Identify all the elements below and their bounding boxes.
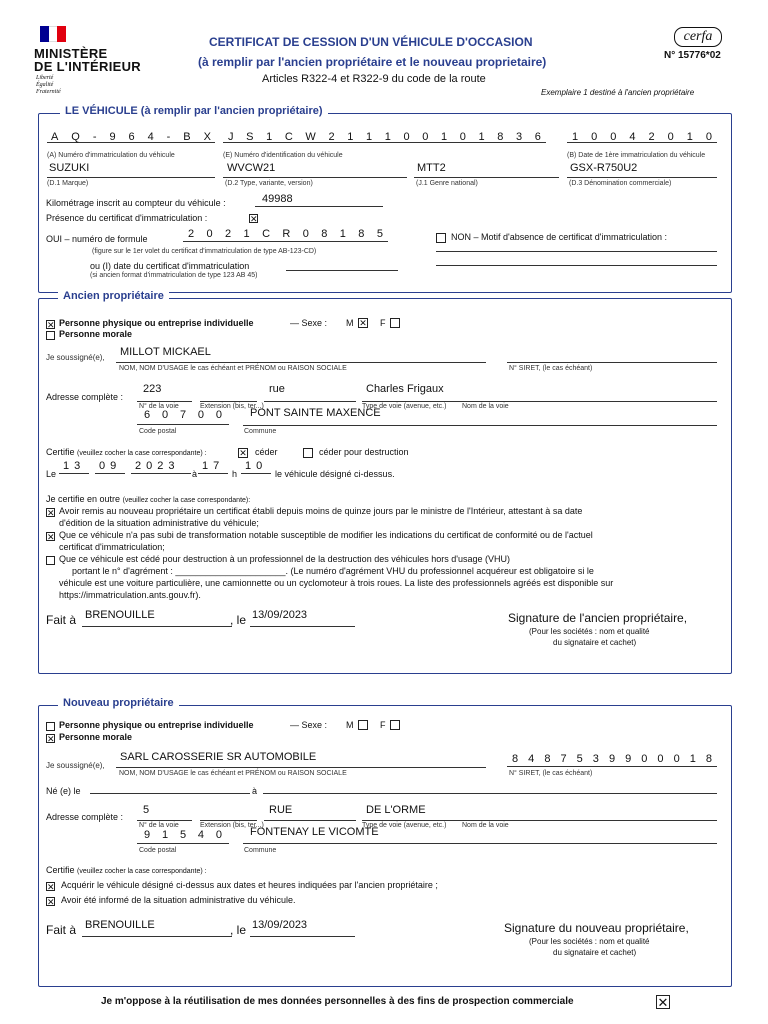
- old-fait-place: BRENOUILLE: [85, 609, 155, 621]
- mileage-label: Kilométrage inscrit au compteur du véhicule :: [46, 198, 226, 208]
- flag-icon: [40, 26, 66, 42]
- old-certify-1-text2: d'édition de la situation administrative du véhicule;: [59, 518, 259, 528]
- vin-char: S: [246, 131, 254, 143]
- formula-note: (figure sur le 1er volet du certificat d'immatriculation de type AB-123-CD): [92, 248, 317, 255]
- new-m-label: M: [346, 720, 354, 730]
- siret-char: 0: [641, 753, 648, 765]
- new-certify-word: Certifie: [46, 865, 75, 875]
- old-certify-3-checkbox[interactable]: [46, 556, 55, 565]
- brand-label: (D.1 Marque): [47, 180, 89, 187]
- day-char: 1: [63, 460, 75, 472]
- old-physical-checkbox[interactable]: ✕: [47, 320, 55, 330]
- old-street-number-label: N° de la voie: [139, 403, 179, 410]
- vin-char: 1: [266, 131, 273, 143]
- vin-char: 1: [478, 131, 485, 143]
- new-postal-code: [137, 829, 229, 841]
- old-signature-title: Signature de l'ancien propriétaire,: [508, 611, 688, 625]
- vin-char: J: [228, 131, 234, 143]
- siret-char: 5: [576, 753, 583, 765]
- vin-char: C: [284, 131, 293, 143]
- siret-char: 1: [689, 753, 696, 765]
- date-char: 0: [610, 131, 617, 143]
- plate-char: 9: [109, 131, 116, 143]
- vin-char: 0: [422, 131, 429, 143]
- new-physical-checkbox[interactable]: [46, 722, 55, 731]
- new-le2-label: , le: [230, 923, 247, 937]
- ministry-name-line1: MINISTÈRE: [34, 46, 108, 61]
- date-char: 0: [667, 131, 674, 143]
- day-char: 3: [74, 460, 86, 472]
- motto-2: Égalité: [36, 82, 54, 88]
- formula-char: 5: [376, 228, 383, 240]
- old-signature-note2: du signataire et cachet): [553, 638, 637, 647]
- vin-char: 1: [440, 131, 448, 143]
- siret-char: 0: [673, 753, 680, 765]
- new-street-name: DE L'ORME: [366, 804, 426, 816]
- year-char: 3: [168, 460, 180, 472]
- postal-char: 4: [197, 829, 205, 841]
- postal-char: 9: [144, 829, 151, 841]
- old-fait-label: Fait à: [46, 613, 77, 627]
- new-extension-field[interactable]: [200, 806, 257, 821]
- old-destruction-checkbox[interactable]: [303, 448, 313, 458]
- old-certify-3-link[interactable]: https://immatriculation.ants.gouv.fr).: [59, 590, 201, 600]
- new-certify-2-text: Avoir été informé de la situation administrative du véhicule.: [61, 895, 296, 905]
- type-label: (D.2 Type, variante, version): [225, 180, 313, 187]
- old-street-name: Charles Frigaux: [366, 383, 444, 395]
- motto-3: Fraternité: [36, 89, 61, 95]
- new-undersigned-label: Je soussigné(e),: [46, 761, 105, 770]
- hour-char: 7: [213, 460, 225, 472]
- new-certify-note: (veuillez cocher la case correspondante) :: [77, 868, 207, 875]
- postal-char: 7: [179, 409, 187, 421]
- form-articles: Articles R322-4 et R322-9 du code de la route: [262, 73, 486, 85]
- old-certify-2-text: Que ce véhicule n'a pas subi de transformation notable susceptible de modifier les indications du certificat de conformité ou de l'actuel: [59, 530, 593, 540]
- mileage-value: 49988: [262, 193, 293, 205]
- new-city-label: Commune: [244, 847, 277, 854]
- new-moral-checkbox[interactable]: ✕: [47, 734, 55, 744]
- first-reg-date: [567, 131, 717, 143]
- postal-char: 1: [161, 829, 169, 841]
- old-further-label: [46, 494, 250, 504]
- motto-1: Liberté: [36, 75, 54, 81]
- new-moral-label: Personne morale: [59, 732, 133, 742]
- postal-char: 5: [179, 829, 187, 841]
- new-sex-label: — Sexe :: [290, 720, 328, 730]
- date-char: 0: [591, 131, 598, 143]
- new-signature-note1: (Pour les sociétés : nom et qualité: [529, 937, 650, 946]
- formula-char: 2: [225, 228, 232, 240]
- old-name-value: MILLOT MICKAEL: [120, 346, 211, 358]
- new-name-value: SARL CAROSSERIE SR AUTOMOBILE: [120, 751, 317, 763]
- commercial-value: GSX-R750U2: [570, 162, 638, 174]
- date-cert-label: ou (I) date du certificat d'immatriculation: [90, 261, 250, 271]
- formula-char: 1: [339, 228, 346, 240]
- new-m-checkbox[interactable]: [358, 720, 368, 730]
- year-char: 0: [146, 460, 158, 472]
- new-born-label: Né (e) le: [46, 786, 81, 796]
- old-postal-code: [137, 409, 229, 421]
- formula-char: 0: [302, 228, 309, 240]
- genre-label: (J.1 Genre national): [416, 180, 478, 187]
- new-certify-1-text: Acquérir le véhicule désigné ci-dessus aux dates et heures indiquées par l'ancien propriétaire ;: [61, 880, 438, 890]
- plate-char: X: [203, 131, 211, 143]
- old-street-number: 223: [143, 383, 162, 395]
- plate-char: -: [166, 131, 171, 143]
- vin-char: 0: [403, 131, 410, 143]
- formula-char: 8: [321, 228, 328, 240]
- form-title: CERTIFICAT DE CESSION D'UN VÉHICULE D'OCCASION: [209, 35, 533, 49]
- old-m-checkbox[interactable]: ✕: [359, 318, 367, 328]
- vin-chars: [223, 131, 546, 143]
- new-address-label: Adresse complète :: [46, 812, 124, 822]
- non-label: NON – Motif d'absence de certificat d'immatriculation :: [451, 232, 668, 242]
- new-certify-2-checkbox[interactable]: ✕: [47, 897, 55, 907]
- presence-checkbox[interactable]: ✕: [250, 214, 258, 224]
- new-born-a-label: à: [252, 786, 258, 796]
- old-certify-1-checkbox[interactable]: ✕: [47, 508, 55, 518]
- minute-char: 0: [256, 460, 268, 472]
- vin-char: 1: [365, 131, 373, 143]
- old-name-label: NOM, NOM D'USAGE le cas échéant et PRÉNOM ou RAISON SOCIALE: [119, 365, 347, 372]
- new-owner-title: Nouveau propriétaire: [58, 697, 179, 709]
- old-certify-note: (veuillez cocher la case correspondante) :: [77, 450, 207, 457]
- old-day: [63, 460, 85, 472]
- non-reason-line-1[interactable]: [436, 239, 717, 252]
- new-signature-note2: du signataire et cachet): [553, 948, 637, 957]
- plate-chars: [47, 131, 215, 143]
- postal-char: 6: [144, 409, 151, 421]
- old-f-checkbox[interactable]: [390, 318, 400, 328]
- old-h-label: h: [232, 469, 238, 479]
- date-cert-note: (si ancien format d'immatriculation de type 123 AB 45): [90, 272, 258, 279]
- old-city: PONT SAINTE MAXENCE: [250, 407, 381, 419]
- old-a-label: à: [192, 469, 198, 479]
- siret-char: 8: [705, 753, 712, 765]
- hour-char: 1: [202, 460, 214, 472]
- new-f-checkbox[interactable]: [390, 720, 400, 730]
- year-char: 2: [135, 460, 147, 472]
- old-certify-2-text2: certificat d'immatriculation;: [59, 542, 165, 552]
- new-certify-1-checkbox[interactable]: ✕: [47, 882, 55, 892]
- old-address-label: Adresse complète :: [46, 392, 124, 402]
- new-postal-label: Code postal: [139, 847, 177, 854]
- oui-label: OUI – numéro de formule: [46, 234, 148, 244]
- plate-char: A: [51, 131, 59, 143]
- old-certify-label: [46, 447, 207, 457]
- old-further-word: Je certifie en outre: [46, 494, 121, 504]
- vin-char: W: [305, 131, 316, 143]
- new-born-date-field[interactable]: [90, 782, 250, 794]
- new-street-number-label: N° de la voie: [139, 822, 179, 829]
- year-char: 2: [157, 460, 169, 472]
- cerfa-logo: cerfa: [674, 27, 722, 47]
- vin-char: 0: [459, 131, 466, 143]
- date-char: 1: [572, 131, 579, 143]
- old-street-name-label: Nom de la voie: [462, 403, 509, 410]
- old-ceder-label: céder: [255, 447, 278, 457]
- old-physical-label: Personne physique ou entreprise individuelle: [59, 318, 254, 328]
- new-fait-date: 13/09/2023: [252, 919, 308, 931]
- old-siret-label: N° SIRET, (le cas échéant): [509, 365, 593, 372]
- date-char: 4: [629, 131, 636, 143]
- old-le2-label: , le: [230, 613, 247, 627]
- vin-char: 1: [347, 131, 354, 143]
- siret-char: 8: [544, 753, 551, 765]
- old-fait-date: 13/09/2023: [252, 609, 308, 621]
- old-street-type-label: Type de voie (avenue, etc.): [362, 403, 447, 410]
- oppose-text: Je m'oppose à la réutilisation de mes données personnelles à des fins de prospection commerciale: [101, 996, 574, 1007]
- siret-char: 7: [560, 753, 567, 765]
- old-le-label: Le: [46, 469, 57, 479]
- new-signature-title: Signature du nouveau propriétaire,: [504, 921, 689, 935]
- minute-char: 1: [245, 460, 257, 472]
- old-sex-label: — Sexe :: [290, 318, 328, 328]
- new-street-type-label: Type de voie (avenue, etc.): [362, 822, 447, 829]
- old-signature-note1: (Pour les sociétés : nom et qualité: [529, 627, 650, 636]
- plate-char: 4: [147, 131, 154, 143]
- new-fait-place: BRENOUILLE: [85, 919, 155, 931]
- old-ceder-checkbox[interactable]: ✕: [239, 448, 247, 458]
- new-extension-label: Extension (bis, ter...): [200, 822, 264, 829]
- old-minute: [245, 460, 267, 472]
- new-fait-label: Fait à: [46, 923, 77, 937]
- vin-label: (E) Numéro d'identification du véhicule: [223, 152, 343, 159]
- postal-char: 0: [215, 409, 222, 421]
- first-reg-label: (B) Date de 1ère immatriculation du véhicule: [567, 152, 706, 159]
- presence-label: Présence du certificat d'immatriculation :: [46, 213, 208, 223]
- new-city: FONTENAY LE VICOMTE: [250, 826, 379, 838]
- old-siret-field[interactable]: [507, 354, 717, 363]
- old-extension-field[interactable]: [200, 387, 257, 402]
- new-street-type: RUE: [269, 804, 293, 816]
- commercial-label: (D.3 Dénomination commerciale): [569, 180, 672, 187]
- vin-char: 8: [497, 131, 504, 143]
- old-certify-2-checkbox[interactable]: ✕: [47, 532, 55, 542]
- old-month: [99, 460, 121, 472]
- vin-char: 2: [328, 131, 335, 143]
- formula-chars: [183, 228, 388, 240]
- old-destruction-label: céder pour destruction: [319, 447, 409, 457]
- vin-char: 1: [384, 131, 391, 143]
- old-street-type: rue: [269, 383, 285, 395]
- siret-char: 3: [592, 753, 599, 765]
- old-extension-label: Extension (bis, ter...): [200, 403, 264, 410]
- old-certify-3-text3: véhicule est une voiture particulière, une camionnette ou un cyclomoteur à trois roues. La liste des professionnels agréés est disponible sur: [59, 578, 614, 588]
- old-postal-label: Code postal: [139, 428, 177, 435]
- new-f-label: F: [380, 720, 386, 730]
- old-certify-1-text: Avoir remis au nouveau propriétaire un certificat établi depuis moins de quinze jours par le ministre de l'Intérieur, attestant à sa date: [59, 506, 583, 516]
- siret-char: 0: [657, 753, 664, 765]
- old-undersigned-label: Je soussigné(e),: [46, 353, 105, 362]
- new-street-name-label: Nom de la voie: [462, 822, 509, 829]
- siret-char: 8: [512, 753, 519, 765]
- brand-value: SUZUKI: [49, 162, 90, 174]
- month-char: 0: [99, 460, 111, 472]
- ministry-name-line2: DE L'INTÉRIEUR: [34, 59, 141, 74]
- plate-label: (A) Numéro d'immatriculation du véhicule: [47, 152, 175, 159]
- date-char: 2: [648, 131, 655, 143]
- plate-char: 6: [128, 131, 135, 143]
- plate-char: Q: [71, 131, 80, 143]
- old-further-note: (veuillez cocher la case correspondante):: [122, 497, 251, 504]
- old-owner-title: Ancien propriétaire: [58, 290, 169, 302]
- new-name-label: NOM, NOM D'USAGE le cas échéant et PRÉNOM ou RAISON SOCIALE: [119, 770, 347, 777]
- date-char: 0: [705, 131, 712, 143]
- type-value: WVCW21: [227, 162, 276, 174]
- copy-note: Exemplaire 1 destiné à l'ancien propriétaire: [541, 88, 695, 97]
- old-moral-label: Personne morale: [59, 329, 133, 339]
- old-certify-3-text2: portant le n° d'agrément : ______________________. (Le numéro d'agrément VHU du professionnel acquéreur est obligatoire si le: [72, 566, 594, 576]
- vin-char: 6: [534, 131, 541, 143]
- old-designated-label: le véhicule désigné ci-dessus.: [275, 469, 395, 479]
- siret-char: 9: [608, 753, 616, 765]
- siret-char: 4: [528, 753, 535, 765]
- old-city-label: Commune: [244, 428, 277, 435]
- old-certify-word: Certifie: [46, 447, 75, 457]
- plate-char: -: [92, 131, 97, 143]
- new-certify-label: [46, 865, 207, 875]
- postal-char: 0: [215, 829, 222, 841]
- non-reason-line-2[interactable]: [436, 253, 717, 266]
- formula-char: 2: [188, 228, 195, 240]
- old-year: [135, 460, 180, 472]
- postal-char: 0: [197, 409, 205, 421]
- new-siret: [507, 753, 717, 765]
- plate-char: B: [183, 131, 191, 143]
- vin-char: 3: [515, 131, 523, 143]
- old-hour: [202, 460, 224, 472]
- postal-char: 0: [161, 409, 169, 421]
- month-char: 9: [110, 460, 122, 472]
- date-cert-field[interactable]: [286, 258, 398, 271]
- formula-char: C: [262, 228, 271, 240]
- vehicle-section-title: LE VÉHICULE (à remplir par l'ancien propriétaire): [60, 105, 328, 117]
- new-street-number: 5: [143, 804, 150, 816]
- old-f-label: F: [380, 318, 386, 328]
- form-subtitle: (à remplir par l'ancien propriétaire et le nouveau proprietaire): [198, 55, 547, 69]
- genre-value: MTT2: [417, 162, 446, 174]
- oppose-checkbox[interactable]: ✕: [657, 995, 669, 1010]
- old-certify-3-text: Que ce véhicule est cédé pour destruction à un professionnel de la destruction des véhicules hors d'usage (VHU): [59, 554, 510, 564]
- cerfa-number: N° 15776*02: [664, 50, 721, 61]
- old-moral-checkbox[interactable]: [46, 331, 55, 340]
- formula-char: 0: [206, 228, 213, 240]
- formula-char: 8: [358, 228, 365, 240]
- old-m-label: M: [346, 318, 354, 328]
- new-born-place-field[interactable]: [263, 782, 717, 794]
- formula-char: R: [282, 228, 291, 240]
- new-physical-label: Personne physique ou entreprise individuelle: [59, 720, 254, 730]
- formula-char: 1: [243, 228, 250, 240]
- siret-char: 9: [625, 753, 632, 765]
- date-char: 1: [686, 131, 693, 143]
- new-siret-label: N° SIRET, (le cas échéant): [509, 770, 593, 777]
